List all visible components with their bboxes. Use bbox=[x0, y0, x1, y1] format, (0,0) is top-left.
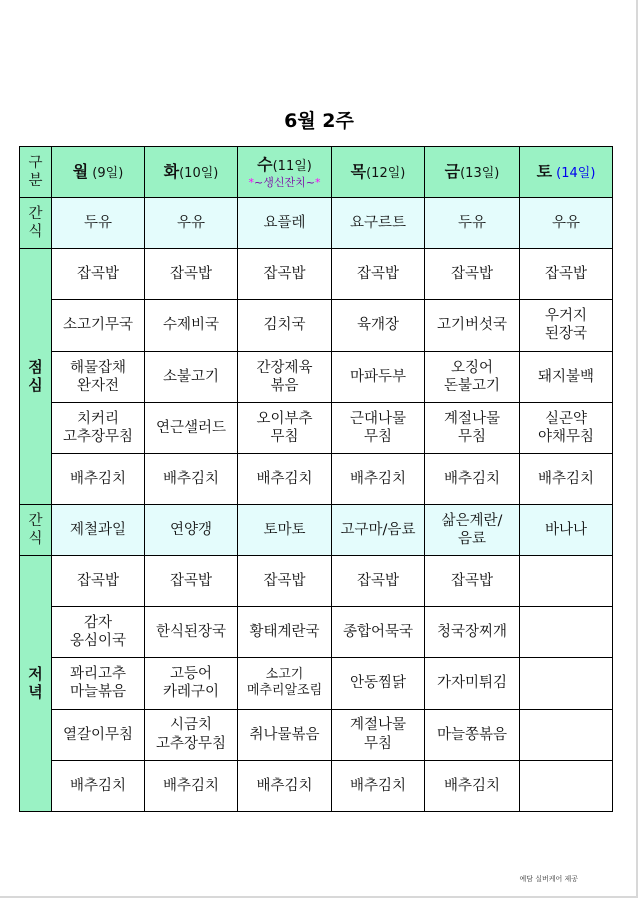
menu-cell: 잡곡밥 bbox=[238, 249, 332, 300]
menu-cell: 배추김치 bbox=[52, 760, 145, 811]
menu-cell: 근대나물 무침 bbox=[332, 402, 425, 453]
menu-cell: 배추김치 bbox=[52, 453, 145, 504]
menu-cell: 잡곡밥 bbox=[52, 249, 145, 300]
lunch-row bbox=[20, 300, 613, 351]
header-row bbox=[20, 147, 613, 198]
day-name: 금 bbox=[444, 161, 461, 181]
lunch-label-text: 점 심 bbox=[28, 358, 43, 395]
lunch-row bbox=[20, 453, 613, 504]
menu-cell: 배추김치 bbox=[425, 453, 520, 504]
menu-cell: 수제비국 bbox=[145, 300, 238, 351]
day-date: (12일) bbox=[366, 165, 406, 181]
menu-cell: 실곤약 야채무침 bbox=[520, 402, 613, 453]
menu-cell: 잡곡밥 bbox=[145, 249, 238, 300]
menu-cell: 배추김치 bbox=[332, 760, 425, 811]
footer-credit: 예담 실버케어 제공 bbox=[519, 875, 578, 883]
menu-cell: 잡곡밥 bbox=[238, 556, 332, 607]
menu-cell: 계절나물 무침 bbox=[425, 402, 520, 453]
menu-cell: 황태계란국 bbox=[238, 607, 332, 658]
menu-cell: 청국장찌개 bbox=[425, 607, 520, 658]
menu-cell: 연양갱 bbox=[145, 504, 238, 555]
day-name: 수 bbox=[257, 154, 273, 174]
dinner-label bbox=[20, 556, 52, 812]
menu-cell: 감자 옹심이국 bbox=[52, 607, 145, 658]
menu-cell: 제철과일 bbox=[52, 504, 145, 555]
menu-cell-empty bbox=[520, 709, 613, 760]
day-name: 토 bbox=[536, 161, 553, 181]
menu-cell: 계절나물 무침 bbox=[332, 709, 425, 760]
lunch-row bbox=[20, 351, 613, 402]
menu-cell: 바나나 bbox=[520, 504, 613, 555]
menu-cell: 토마토 bbox=[238, 504, 332, 555]
menu-cell: 두유 bbox=[425, 198, 520, 249]
menu-cell-empty bbox=[520, 760, 613, 811]
menu-cell: 꽈리고추 마늘볶음 bbox=[52, 658, 145, 709]
day-header-thu bbox=[332, 147, 425, 198]
day-name: 화 bbox=[163, 161, 180, 181]
day-header-sat bbox=[520, 147, 613, 198]
menu-cell: 배추김치 bbox=[145, 760, 238, 811]
menu-cell: 두유 bbox=[52, 198, 145, 249]
menu-cell: 연근샐러드 bbox=[145, 402, 238, 453]
menu-cell: 마파두부 bbox=[332, 351, 425, 402]
snack-pm-row bbox=[20, 504, 613, 555]
day-header-fri bbox=[425, 147, 520, 198]
page-title: 6월 2주 bbox=[284, 110, 354, 132]
menu-cell: 고구마/음료 bbox=[332, 504, 425, 555]
day-date: (9일) bbox=[88, 165, 124, 181]
menu-cell: 잡곡밥 bbox=[52, 556, 145, 607]
menu-cell: 잡곡밥 bbox=[332, 556, 425, 607]
dinner-row bbox=[20, 760, 613, 811]
menu-cell: 요플레 bbox=[238, 198, 332, 249]
dinner-row bbox=[20, 556, 613, 607]
birthday-event-note bbox=[240, 176, 329, 190]
menu-cell: 배추김치 bbox=[145, 453, 238, 504]
dinner-row bbox=[20, 658, 613, 709]
menu-cell: 마늘쫑볶음 bbox=[425, 709, 520, 760]
menu-cell: 배추김치 bbox=[238, 760, 332, 811]
menu-cell: 간장제육 볶음 bbox=[238, 351, 332, 402]
menu-cell: 오징어 돈불고기 bbox=[425, 351, 520, 402]
day-date: (10일) bbox=[179, 165, 219, 181]
day-header-wed bbox=[238, 147, 332, 198]
meal-plan-table bbox=[19, 146, 613, 812]
event-text: ~생신잔치~ bbox=[254, 175, 315, 189]
menu-cell-empty bbox=[520, 607, 613, 658]
menu-cell: 가자미튀김 bbox=[425, 658, 520, 709]
menu-cell: 고등어 카레구이 bbox=[145, 658, 238, 709]
menu-cell: 고기버섯국 bbox=[425, 300, 520, 351]
lunch-row bbox=[20, 402, 613, 453]
day-date: (13일) bbox=[460, 165, 500, 181]
menu-cell: 시금치 고추장무침 bbox=[145, 709, 238, 760]
menu-cell: 소고기무국 bbox=[52, 300, 145, 351]
menu-cell: 안동찜닭 bbox=[332, 658, 425, 709]
star-left: * bbox=[248, 175, 255, 189]
snack-am-label: 간식 bbox=[20, 198, 52, 249]
menu-cell: 취나물볶음 bbox=[238, 709, 332, 760]
menu-cell: 배추김치 bbox=[520, 453, 613, 504]
menu-cell: 배추김치 bbox=[425, 760, 520, 811]
menu-cell: 종합어묵국 bbox=[332, 607, 425, 658]
star-right: * bbox=[314, 175, 321, 189]
menu-cell: 소고기 메추리알조림 bbox=[238, 658, 332, 709]
menu-cell: 한식된장국 bbox=[145, 607, 238, 658]
dinner-row bbox=[20, 607, 613, 658]
day-header-tue bbox=[145, 147, 238, 198]
menu-cell: 열갈이무침 bbox=[52, 709, 145, 760]
day-name: 월 bbox=[72, 161, 89, 181]
menu-cell: 배추김치 bbox=[332, 453, 425, 504]
day-header-mon bbox=[52, 147, 145, 198]
menu-cell: 치커리 고추장무침 bbox=[52, 402, 145, 453]
lunch-row bbox=[20, 249, 613, 300]
menu-cell: 우유 bbox=[145, 198, 238, 249]
menu-cell: 우유 bbox=[520, 198, 613, 249]
lunch-label bbox=[20, 249, 52, 505]
day-date: (14일) bbox=[552, 165, 596, 181]
menu-cell: 해물잡채 완자전 bbox=[52, 351, 145, 402]
menu-cell-empty bbox=[520, 556, 613, 607]
snack-am-row bbox=[20, 198, 613, 249]
menu-cell: 잡곡밥 bbox=[425, 556, 520, 607]
menu-cell: 요구르트 bbox=[332, 198, 425, 249]
menu-cell: 소불고기 bbox=[145, 351, 238, 402]
menu-cell: 배추김치 bbox=[238, 453, 332, 504]
menu-cell: 육개장 bbox=[332, 300, 425, 351]
menu-cell: 우거지 된장국 bbox=[520, 300, 613, 351]
menu-cell: 돼지불백 bbox=[520, 351, 613, 402]
menu-cell: 잡곡밥 bbox=[425, 249, 520, 300]
menu-cell: 잡곡밥 bbox=[332, 249, 425, 300]
menu-cell: 잡곡밥 bbox=[520, 249, 613, 300]
dinner-label-text: 저 녁 bbox=[28, 665, 43, 701]
category-header: 구분 bbox=[20, 147, 52, 198]
menu-cell: 김치국 bbox=[238, 300, 332, 351]
menu-cell: 오이부추 무침 bbox=[238, 402, 332, 453]
day-date: (11일) bbox=[272, 158, 312, 174]
snack-pm-label: 간식 bbox=[20, 504, 52, 555]
day-name: 목 bbox=[350, 161, 367, 181]
menu-cell: 삶은계란/ 음료 bbox=[425, 504, 520, 555]
menu-cell: 잡곡밥 bbox=[145, 556, 238, 607]
dinner-row bbox=[20, 709, 613, 760]
menu-cell-empty bbox=[520, 658, 613, 709]
